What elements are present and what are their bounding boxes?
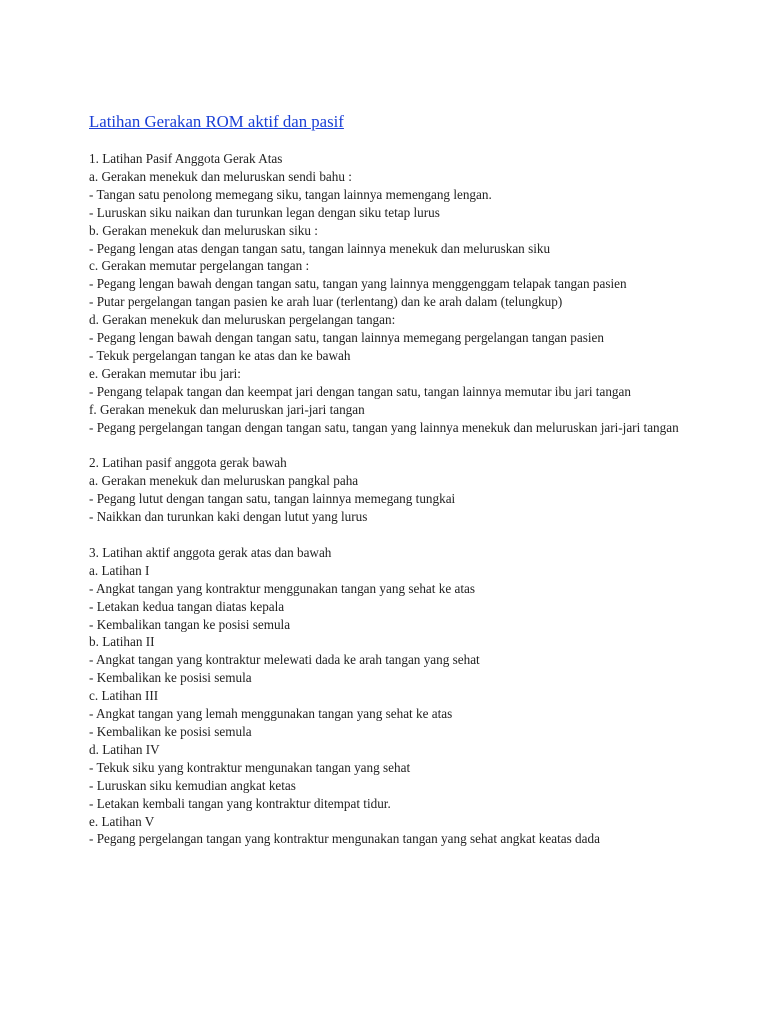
- bullet-line: - Tangan satu penolong memegang siku, tangan lainnya memengang lengan.: [89, 186, 492, 202]
- subheading: e. Gerakan memutar ibu jari:: [89, 365, 241, 381]
- bullet-line: - Angkat tangan yang kontraktur melewati dada ke arah tangan yang sehat: [89, 652, 480, 668]
- bullet-line: - Luruskan siku naikan dan turunkan legan dengan siku tetap lurus: [89, 204, 440, 220]
- subheading: c. Latihan III: [89, 688, 159, 704]
- subheading: a. Gerakan menekuk dan meluruskan sendi bahu :: [89, 168, 352, 184]
- bullet-line: - Kembalikan ke posisi semula: [89, 723, 252, 739]
- bullet-line: - Kembalikan ke posisi semula: [89, 670, 252, 686]
- bullet-line: - Pegang lengan atas dengan tangan satu, tangan lainnya menekuk dan meluruskan siku: [89, 240, 551, 256]
- bullet-line: - Tekuk pergelangan tangan ke atas dan ke bawah: [89, 347, 351, 363]
- section-heading: 2. Latihan pasif anggota gerak bawah: [89, 455, 287, 471]
- subheading: d. Latihan IV: [89, 741, 160, 757]
- bullet-line: - Putar pergelangan tangan pasien ke arah luar (terlentang) dan ke arah dalam (telungkup): [89, 294, 563, 310]
- bullet-line: - Pegang lengan bawah dengan tangan satu, tangan lainnya memegang pergelangan tangan pasien: [89, 330, 604, 346]
- subheading: a. Gerakan menekuk dan meluruskan pangkal paha: [89, 473, 359, 489]
- document-title-link[interactable]: Latihan Gerakan ROM aktif dan pasif: [89, 112, 344, 131]
- section-3: [89, 544, 689, 848]
- section-heading: 1. Latihan Pasif Anggota Gerak Atas: [89, 151, 283, 166]
- document-body: [89, 111, 689, 866]
- bullet-line: - Pegang pergelangan tangan dengan tangan satu, tangan yang lainnya menekuk dan meluruskan jari-jari tangan: [89, 419, 679, 435]
- subheading: d. Gerakan menekuk dan meluruskan pergelangan tangan:: [89, 312, 396, 328]
- bullet-line: - Tekuk siku yang kontraktur mengunakan tangan yang sehat: [89, 759, 411, 775]
- section-heading: 3. Latihan aktif anggota gerak atas dan bawah: [89, 544, 332, 560]
- bullet-line: - Pegang lengan bawah dengan tangan satu, tangan yang lainnya menggenggam telapak tangan pasien: [89, 276, 627, 292]
- document-sections: [89, 150, 689, 848]
- bullet-line: - Luruskan siku kemudian angkat ketas: [89, 777, 296, 793]
- bullet-line: - Angkat tangan yang lemah menggunakan tangan yang sehat ke atas: [89, 706, 453, 722]
- bullet-line: - Letakan kedua tangan diatas kepala: [89, 598, 285, 614]
- bullet-line: - Pegang lutut dengan tangan satu, tangan lainnya memegang tungkai: [89, 491, 456, 507]
- subheading: c. Gerakan memutar pergelangan tangan :: [89, 258, 310, 274]
- subheading: e. Latihan V: [89, 813, 155, 829]
- bullet-line: - Naikkan dan turunkan kaki dengan lutut yang lurus: [89, 509, 368, 525]
- section-1: [89, 150, 689, 437]
- subheading: b. Latihan II: [89, 634, 155, 650]
- subheading: b. Gerakan menekuk dan meluruskan siku :: [89, 222, 318, 238]
- subheading: f. Gerakan menekuk dan meluruskan jari-jari tangan: [89, 401, 365, 417]
- bullet-line: - Letakan kembali tangan yang kontraktur ditempat tidur.: [89, 795, 391, 811]
- bullet-line: - Angkat tangan yang kontraktur menggunakan tangan yang sehat ke atas: [89, 580, 475, 596]
- bullet-line: - Kembalikan tangan ke posisi semula: [89, 616, 291, 632]
- bullet-line: - Pegang pergelangan tangan yang kontraktur mengunakan tangan yang sehat angkat keatas dada: [89, 831, 600, 847]
- subheading: a. Latihan I: [89, 562, 150, 578]
- section-2: [89, 454, 689, 526]
- bullet-line: - Pengang telapak tangan dan keempat jari dengan tangan satu, tangan lainnya memutar ibu jari tangan: [89, 383, 631, 399]
